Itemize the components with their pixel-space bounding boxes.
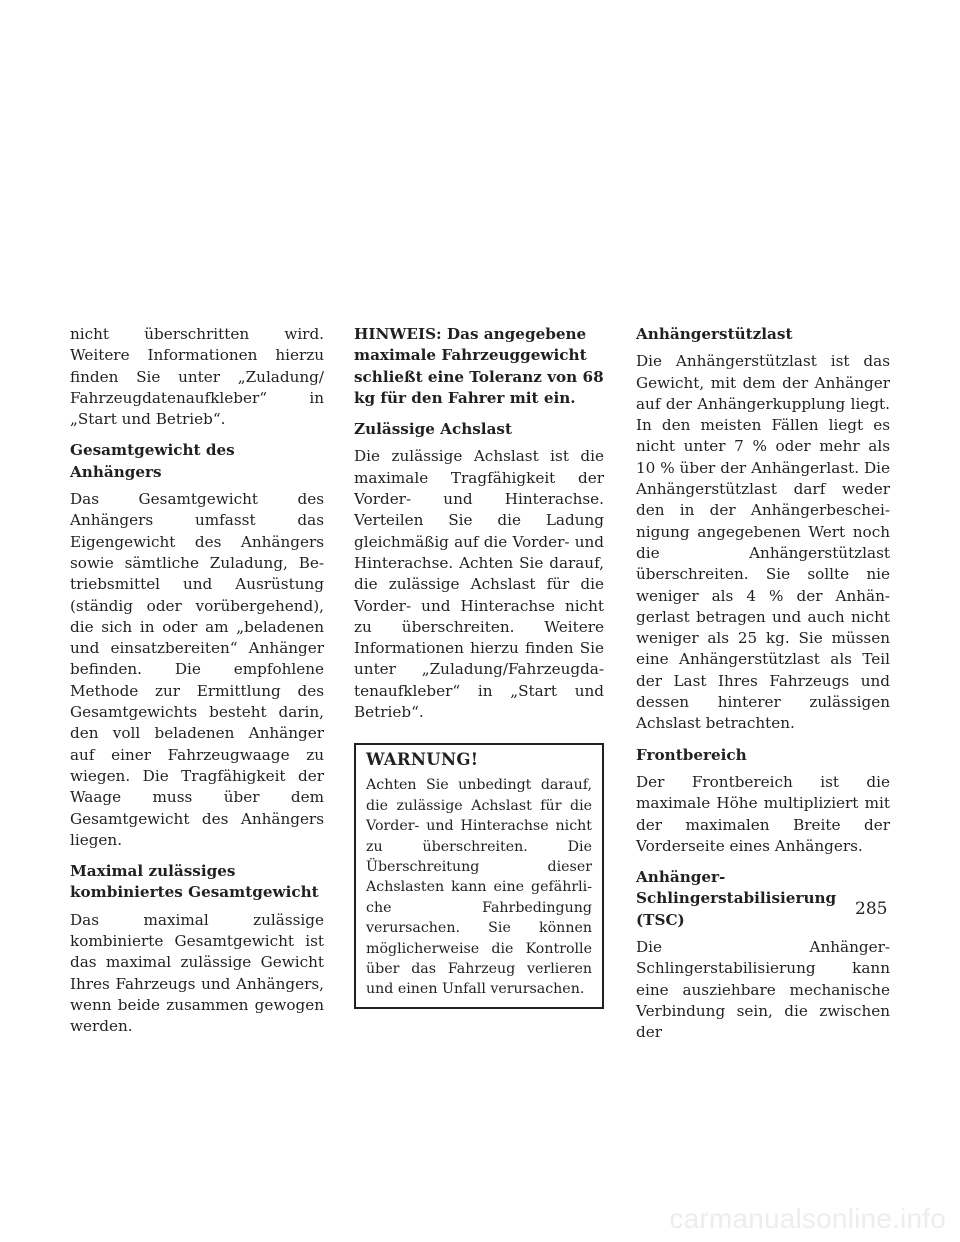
paragraph-frontal-area: Der Frontbereich ist die maximale Höhe multipliziert mit der maximalen Breite der Vorderseite eines Anhängers. xyxy=(636,772,890,855)
heading-trailer-gross-weight: Gesamtgewicht des Anhängers xyxy=(70,441,235,481)
page-number: 285 xyxy=(855,899,888,919)
heading-gross-combination-weight: Maximal zulässiges kombiniertes Gesamtgewicht xyxy=(70,862,319,902)
text-column-middle xyxy=(354,324,604,1009)
warning-box xyxy=(354,743,604,1008)
warning-title: WARNUNG! xyxy=(366,750,479,770)
heading-trailer-sway-control: Anhänger-Schlingerstabilisierung (TSC) xyxy=(636,868,837,929)
paragraph-trailer-sway-control: Die Anhänger-Schlingerstabilisierung kann eine ausziehbare mechanische Verbindung sein, die zwischen der xyxy=(636,938,890,1042)
note-driver-tolerance: HINWEIS: Das angegebene maximale Fahrzeuggewicht schließt eine Toleranz von 68 kg für den Fahrer mit ein. xyxy=(354,325,604,407)
watermark: carmanualsonline.info xyxy=(669,1203,946,1234)
warning-text: Achten Sie unbedingt darauf, die zulässige Achslast für die Vorder- und Hinterachse nicht zu überschreiten. Die Überschreitung dieser Achslasten kann eine gefährliche Fahrbedingung verursachen. Sie können möglicherweise die Kontrolle über das Fahrzeug verlieren und einen Unfall verursachen. xyxy=(366,777,592,998)
paragraph-axle-weight: Die zulässige Achslast ist die maximale Tragfähigkeit der Vorder- und Hinterachse. Verteilen Sie die Ladung gleichmäßig auf die Vorder- und Hinterachse. Achten Sie darauf, die zulässige Achslast für die Vorder- und Hinterachse nicht zu überschreiten. Weitere Informationen hierzu finden Sie unter „Zuladung/Fahrzeugdatenaufkleber“ in „Start und Betrieb“. xyxy=(354,447,604,722)
heading-axle-weight: Zulässige Achslast xyxy=(354,420,512,439)
text-column-left xyxy=(70,324,324,1048)
paragraph-continued: nicht überschritten wird. Weitere Informationen hierzu finden Sie unter „Zuladung/ Fahrzeugdatenaufkleber“ in „Start und Betrieb“. xyxy=(70,325,324,429)
paragraph-gross-combination-weight: Das maximal zulässige kombinierte Gesamtgewicht ist das maximal zulässige Gewicht Ihres Fahrzeugs und Anhängers, wenn beide zusammen gewogen werden. xyxy=(70,910,324,1036)
paragraph-trailer-gross-weight: Das Gesamtgewicht des Anhängers umfasst das Eigengewicht des Anhängers sowie sämtliche Zuladung, Betriebsmittel und Ausrüstung (ständig oder vorübergehend), die sich in oder am „beladenen und einsatzbereiten“ Anhänger befinden. Die empfohlene Methode zur Ermittlung des Gesamtgewichts besteht darin, den voll beladenen Anhänger auf einer Fahrzeugwaage zu wiegen. Die Tragfähigkeit der Waage muss über dem Gesamtgewicht des Anhängers liegen. xyxy=(70,490,324,849)
heading-frontal-area: Frontbereich xyxy=(636,745,747,764)
text-column-right xyxy=(636,324,890,1054)
paragraph-tongue-weight: Die Anhängerstützlast ist das Gewicht, mit dem der Anhänger auf der Anhängerkupplung liegt. In den meisten Fällen liegt es nicht unter 7 % oder mehr als 10 % über der Anhängerlast. Die Anhängerstützlast darf weder den in der Anhängerbescheinigung angegebenen Wert noch die Anhängerstützlast überschreiten. Sie sollte nie weniger als 4 % der Anhängerlast betragen und auch nicht weniger als 25 kg. Sie müssen eine Anhängerstützlast als Teil der Last Ihres Fahrzeugs und dessen hinterer zulässigen Achslast betrachten. xyxy=(636,352,890,733)
heading-tongue-weight: Anhängerstützlast xyxy=(636,325,793,343)
